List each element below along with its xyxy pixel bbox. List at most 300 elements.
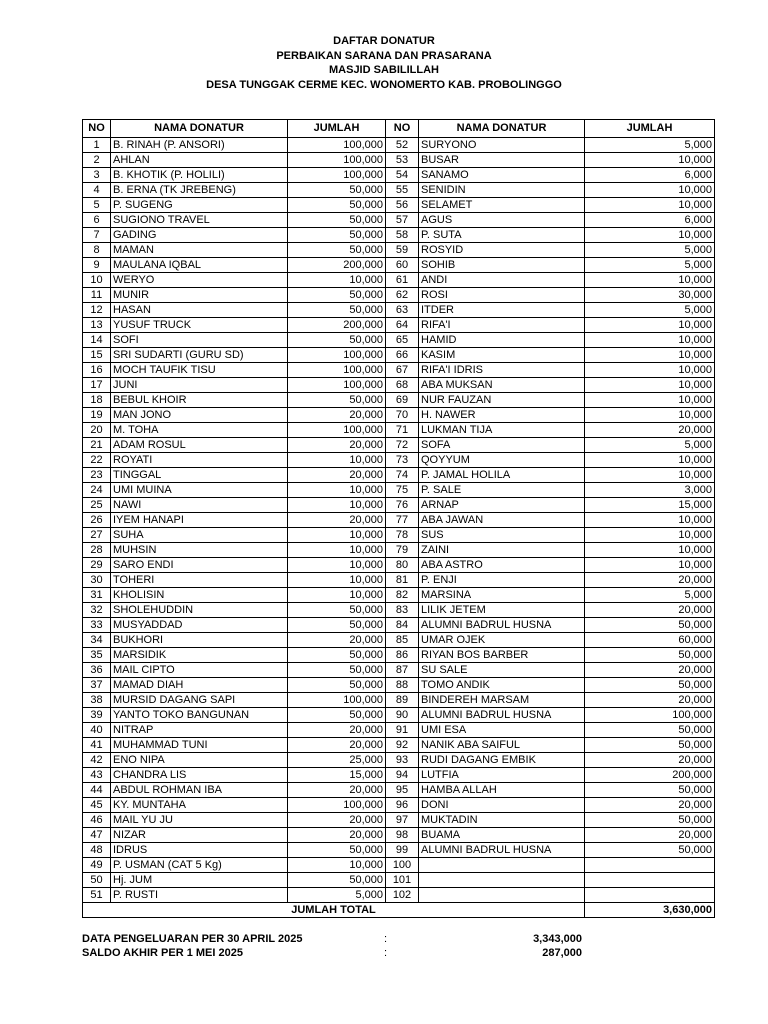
donor-amount: 20,000 [288, 783, 386, 798]
donor-amount: 50,000 [288, 243, 386, 258]
summary-value: 3,343,000 [533, 933, 582, 945]
donor-amount: 50,000 [288, 618, 386, 633]
donor-name: RIFA'I [419, 318, 585, 333]
donor-amount: 200,000 [585, 768, 715, 783]
donor-no: 96 [386, 798, 419, 813]
donor-no: 102 [386, 888, 419, 903]
table-row [83, 153, 715, 168]
table-row [83, 168, 715, 183]
donor-name: P. SALE [419, 483, 585, 498]
donor-name: ADAM ROSUL [111, 438, 288, 453]
donor-amount: 10,000 [288, 453, 386, 468]
donor-amount: 100,000 [585, 708, 715, 723]
donor-name: UMAR OJEK [419, 633, 585, 648]
donor-no: 60 [386, 258, 419, 273]
donor-no: 82 [386, 588, 419, 603]
donor-no: 2 [83, 153, 111, 168]
donor-no: 80 [386, 558, 419, 573]
donor-name: RIFA'I IDRIS [419, 363, 585, 378]
donor-amount: 5,000 [585, 243, 715, 258]
col-amount-right: JUMLAH [585, 120, 715, 138]
donor-amount: 10,000 [585, 318, 715, 333]
donor-no: 48 [83, 843, 111, 858]
donor-no: 55 [386, 183, 419, 198]
donor-no: 78 [386, 528, 419, 543]
donor-name: MAMAD DIAH [111, 678, 288, 693]
table-row [83, 573, 715, 588]
donor-name: HAMBA ALLAH [419, 783, 585, 798]
donor-amount: 20,000 [585, 663, 715, 678]
total-label: JUMLAH TOTAL [83, 903, 585, 918]
donor-amount: 100,000 [288, 348, 386, 363]
donor-name: ZAINI [419, 543, 585, 558]
donor-name: ABA ASTRO [419, 558, 585, 573]
donor-name: M. TOHA [111, 423, 288, 438]
table-row [83, 753, 715, 768]
donor-name: ALUMNI BADRUL HUSNA [419, 708, 585, 723]
donor-amount: 10,000 [585, 558, 715, 573]
donor-name: ITDER [419, 303, 585, 318]
donor-no: 83 [386, 603, 419, 618]
donor-no: 26 [83, 513, 111, 528]
donor-name: ARNAP [419, 498, 585, 513]
donor-amount: 50,000 [288, 198, 386, 213]
table-row [83, 828, 715, 843]
donor-amount: 200,000 [288, 258, 386, 273]
table-row [83, 558, 715, 573]
donor-amount: 50,000 [288, 213, 386, 228]
summary-value: 287,000 [542, 947, 582, 959]
donor-no: 1 [83, 138, 111, 153]
donor-no: 14 [83, 333, 111, 348]
table-row [83, 513, 715, 528]
donor-amount: 20,000 [288, 438, 386, 453]
table-row [83, 378, 715, 393]
donor-no: 12 [83, 303, 111, 318]
donor-amount: 20,000 [288, 723, 386, 738]
table-row [83, 498, 715, 513]
donor-no: 25 [83, 498, 111, 513]
donor-amount: 10,000 [585, 393, 715, 408]
table-row [83, 738, 715, 753]
donor-amount: 25,000 [288, 753, 386, 768]
donor-name: BEBUL KHOIR [111, 393, 288, 408]
table-row [83, 633, 715, 648]
donor-amount: 5,000 [585, 138, 715, 153]
donor-no: 93 [386, 753, 419, 768]
donor-no: 7 [83, 228, 111, 243]
table-row [83, 363, 715, 378]
donor-amount: 50,000 [288, 843, 386, 858]
donor-no: 95 [386, 783, 419, 798]
donor-no: 85 [386, 633, 419, 648]
table-row [83, 708, 715, 723]
donor-no: 73 [386, 453, 419, 468]
donor-no: 28 [83, 543, 111, 558]
donor-no: 10 [83, 273, 111, 288]
donor-no: 81 [386, 573, 419, 588]
table-row [83, 648, 715, 663]
donor-amount: 20,000 [585, 693, 715, 708]
donor-no: 66 [386, 348, 419, 363]
donor-name: BUSAR [419, 153, 585, 168]
col-name-left: NAMA DONATUR [111, 120, 288, 138]
table-row [83, 468, 715, 483]
donor-amount: 10,000 [288, 273, 386, 288]
donor-amount: 10,000 [288, 588, 386, 603]
donor-name: MUHSIN [111, 543, 288, 558]
donor-name: ALUMNI BADRUL HUSNA [419, 843, 585, 858]
donor-amount: 50,000 [288, 678, 386, 693]
donor-no: 58 [386, 228, 419, 243]
total-row [83, 903, 715, 918]
table-row [83, 438, 715, 453]
donor-amount: 50,000 [288, 333, 386, 348]
donor-no: 33 [83, 618, 111, 633]
donor-no: 61 [386, 273, 419, 288]
table-row [83, 393, 715, 408]
donor-amount: 10,000 [585, 363, 715, 378]
donor-amount: 50,000 [288, 648, 386, 663]
donor-amount: 100,000 [288, 378, 386, 393]
donor-no: 50 [83, 873, 111, 888]
table-row [83, 618, 715, 633]
donor-name: SURYONO [419, 138, 585, 153]
donor-amount: 10,000 [288, 543, 386, 558]
donor-name: NIZAR [111, 828, 288, 843]
donor-no: 77 [386, 513, 419, 528]
donor-name: AHLAN [111, 153, 288, 168]
donor-no: 72 [386, 438, 419, 453]
donor-name: KHOLISIN [111, 588, 288, 603]
total-value: 3,630,000 [585, 903, 715, 918]
summary-separator: : [384, 933, 388, 945]
donor-no: 18 [83, 393, 111, 408]
donor-no: 91 [386, 723, 419, 738]
donor-name: ROYATI [111, 453, 288, 468]
donor-amount: 20,000 [585, 753, 715, 768]
table-row [83, 138, 715, 153]
donor-no: 99 [386, 843, 419, 858]
donor-name: SELAMET [419, 198, 585, 213]
donor-name: MAIL CIPTO [111, 663, 288, 678]
donor-amount: 10,000 [585, 183, 715, 198]
donor-no: 20 [83, 423, 111, 438]
donor-name: ANDI [419, 273, 585, 288]
donor-no: 16 [83, 363, 111, 378]
table-row [83, 603, 715, 618]
donor-amount: 10,000 [585, 468, 715, 483]
donor-no: 62 [386, 288, 419, 303]
donor-amount [585, 888, 715, 903]
donor-amount: 50,000 [288, 228, 386, 243]
donor-name [419, 873, 585, 888]
donor-no: 3 [83, 168, 111, 183]
donor-no: 40 [83, 723, 111, 738]
donor-no: 42 [83, 753, 111, 768]
donor-name: LILIK JETEM [419, 603, 585, 618]
donor-no: 51 [83, 888, 111, 903]
donor-amount: 10,000 [585, 228, 715, 243]
donor-name [419, 858, 585, 873]
donor-no: 31 [83, 588, 111, 603]
donor-amount: 200,000 [288, 318, 386, 333]
donor-no: 29 [83, 558, 111, 573]
table-row [83, 453, 715, 468]
donor-amount: 20,000 [288, 813, 386, 828]
donor-no: 59 [386, 243, 419, 258]
table-row [83, 588, 715, 603]
donor-name: P. USMAN (CAT 5 Kg) [111, 858, 288, 873]
donor-no: 67 [386, 363, 419, 378]
table-row [83, 663, 715, 678]
donor-name: SHOLEHUDDIN [111, 603, 288, 618]
donor-name: BINDEREH MARSAM [419, 693, 585, 708]
donor-name: LUKMAN TIJA [419, 423, 585, 438]
donor-amount: 10,000 [585, 348, 715, 363]
summary-label: SALDO AKHIR PER 1 MEI 2025 [82, 947, 243, 959]
donor-amount: 10,000 [585, 408, 715, 423]
donor-amount [585, 873, 715, 888]
donor-name: KY. MUNTAHA [111, 798, 288, 813]
donor-no: 65 [386, 333, 419, 348]
donor-amount: 50,000 [288, 393, 386, 408]
table-row [83, 813, 715, 828]
donor-no: 9 [83, 258, 111, 273]
table-row [83, 303, 715, 318]
donor-name: ABDUL ROHMAN IBA [111, 783, 288, 798]
donor-amount: 50,000 [288, 873, 386, 888]
donor-amount: 20,000 [288, 408, 386, 423]
donor-name: ALUMNI BADRUL HUSNA [419, 618, 585, 633]
donor-name: RIYAN BOS BARBER [419, 648, 585, 663]
donor-no: 43 [83, 768, 111, 783]
donor-amount: 50,000 [288, 663, 386, 678]
donor-name: BUKHORI [111, 633, 288, 648]
table-row [83, 693, 715, 708]
donor-name: MAIL YU JU [111, 813, 288, 828]
donor-amount: 15,000 [585, 498, 715, 513]
donor-no: 75 [386, 483, 419, 498]
donor-amount: 20,000 [585, 423, 715, 438]
donor-name: WERYO [111, 273, 288, 288]
donor-name: ROSI [419, 288, 585, 303]
donor-name: CHANDRA LIS [111, 768, 288, 783]
donor-no: 6 [83, 213, 111, 228]
donor-no: 13 [83, 318, 111, 333]
donor-amount: 50,000 [585, 843, 715, 858]
donor-amount: 100,000 [288, 168, 386, 183]
donor-no: 23 [83, 468, 111, 483]
table-row [83, 198, 715, 213]
donor-name: MUHAMMAD TUNI [111, 738, 288, 753]
donor-amount: 6,000 [585, 168, 715, 183]
table-row [83, 243, 715, 258]
donor-no: 92 [386, 738, 419, 753]
table-row [83, 678, 715, 693]
table-row [83, 288, 715, 303]
donor-amount: 5,000 [585, 303, 715, 318]
donor-amount: 50,000 [585, 813, 715, 828]
donor-amount: 50,000 [585, 723, 715, 738]
donor-amount: 20,000 [585, 603, 715, 618]
donor-no: 69 [386, 393, 419, 408]
donor-amount: 50,000 [585, 783, 715, 798]
donor-amount: 20,000 [288, 513, 386, 528]
donor-no: 21 [83, 438, 111, 453]
donor-no: 49 [83, 858, 111, 873]
donor-amount: 60,000 [585, 633, 715, 648]
donor-name: SANAMO [419, 168, 585, 183]
donor-amount: 20,000 [585, 798, 715, 813]
donor-no: 11 [83, 288, 111, 303]
donor-name: JUNI [111, 378, 288, 393]
donor-name: HASAN [111, 303, 288, 318]
donor-no: 54 [386, 168, 419, 183]
donor-amount: 20,000 [288, 633, 386, 648]
donor-name: ABA JAWAN [419, 513, 585, 528]
donor-no: 17 [83, 378, 111, 393]
summary-label: DATA PENGELUARAN PER 30 APRIL 2025 [82, 933, 303, 945]
summary-separator: : [384, 947, 388, 959]
table-row [83, 348, 715, 363]
donor-no: 100 [386, 858, 419, 873]
donor-no: 5 [83, 198, 111, 213]
donor-amount: 50,000 [585, 738, 715, 753]
table-row [83, 183, 715, 198]
donor-name: NITRAP [111, 723, 288, 738]
donor-no: 41 [83, 738, 111, 753]
donor-name: TOMO ANDIK [419, 678, 585, 693]
donor-name: HAMID [419, 333, 585, 348]
donor-name: SUGIONO TRAVEL [111, 213, 288, 228]
donor-amount: 10,000 [288, 498, 386, 513]
donor-name: MUNIR [111, 288, 288, 303]
donor-amount: 15,000 [288, 768, 386, 783]
table-row [83, 258, 715, 273]
table-row [83, 843, 715, 858]
donor-name: H. NAWER [419, 408, 585, 423]
donor-no: 44 [83, 783, 111, 798]
donor-name: TINGGAL [111, 468, 288, 483]
donor-name: P. JAMAL HOLILA [419, 468, 585, 483]
donor-no: 52 [386, 138, 419, 153]
table-row [83, 273, 715, 288]
donor-amount: 100,000 [288, 423, 386, 438]
table-row [83, 888, 715, 903]
donor-no: 57 [386, 213, 419, 228]
donor-name: MARSIDIK [111, 648, 288, 663]
donor-amount: 20,000 [288, 828, 386, 843]
donor-name: MURSID DAGANG SAPI [111, 693, 288, 708]
donor-amount: 100,000 [288, 798, 386, 813]
table-row [83, 873, 715, 888]
donor-amount: 50,000 [288, 288, 386, 303]
donor-amount: 50,000 [288, 603, 386, 618]
donor-no: 89 [386, 693, 419, 708]
donor-amount: 10,000 [585, 543, 715, 558]
header-mosque-name: MASJID SABILILLAH [329, 64, 439, 76]
table-row [83, 543, 715, 558]
donor-name: MAN JONO [111, 408, 288, 423]
donor-amount: 20,000 [288, 468, 386, 483]
donor-name: RUDI DAGANG EMBIK [419, 753, 585, 768]
table-row [83, 528, 715, 543]
donor-no: 45 [83, 798, 111, 813]
donor-name: SU SALE [419, 663, 585, 678]
table-row [83, 483, 715, 498]
donor-name: P. SUGENG [111, 198, 288, 213]
donor-no: 70 [386, 408, 419, 423]
donor-no: 19 [83, 408, 111, 423]
donor-name: AGUS [419, 213, 585, 228]
donor-no: 68 [386, 378, 419, 393]
donor-name: SUHA [111, 528, 288, 543]
col-amount-left: JUMLAH [288, 120, 386, 138]
donor-name: P. ENJI [419, 573, 585, 588]
donor-no: 90 [386, 708, 419, 723]
donor-no: 22 [83, 453, 111, 468]
donor-name: UMI ESA [419, 723, 585, 738]
donor-amount: 5,000 [585, 438, 715, 453]
donor-no: 32 [83, 603, 111, 618]
header-location: DESA TUNGGAK CERME KEC. WONOMERTO KAB. PROBOLINGGO [206, 78, 562, 91]
donor-amount: 10,000 [585, 198, 715, 213]
donor-amount: 10,000 [288, 528, 386, 543]
table-row [83, 408, 715, 423]
donor-name: MARSINA [419, 588, 585, 603]
donor-name: DONI [419, 798, 585, 813]
col-no-left: NO [83, 120, 111, 138]
donor-name: ROSYID [419, 243, 585, 258]
table-header-row [83, 120, 715, 138]
donor-no: 98 [386, 828, 419, 843]
donor-name: YUSUF TRUCK [111, 318, 288, 333]
donor-no: 56 [386, 198, 419, 213]
donor-amount: 10,000 [585, 528, 715, 543]
donor-name: NAWI [111, 498, 288, 513]
donor-no: 8 [83, 243, 111, 258]
donor-amount: 10,000 [585, 513, 715, 528]
col-no-right: NO [386, 120, 419, 138]
donor-no: 74 [386, 468, 419, 483]
donor-no: 94 [386, 768, 419, 783]
donor-no: 84 [386, 618, 419, 633]
donor-no: 101 [386, 873, 419, 888]
donor-table-body [83, 138, 715, 903]
donor-no: 46 [83, 813, 111, 828]
table-row [83, 333, 715, 348]
donor-name: ABA MUKSAN [419, 378, 585, 393]
table-row [83, 318, 715, 333]
donor-no: 88 [386, 678, 419, 693]
donor-name: LUTFIA [419, 768, 585, 783]
donor-amount: 5,000 [585, 588, 715, 603]
donor-amount: 20,000 [288, 738, 386, 753]
donor-name: SARO ENDI [111, 558, 288, 573]
donor-no: 27 [83, 528, 111, 543]
donor-name: YANTO TOKO BANGUNAN [111, 708, 288, 723]
donor-name: IDRUS [111, 843, 288, 858]
donor-amount: 50,000 [585, 618, 715, 633]
donor-no: 79 [386, 543, 419, 558]
donor-no: 97 [386, 813, 419, 828]
donor-no: 76 [386, 498, 419, 513]
donor-name: UMI MUINA [111, 483, 288, 498]
donor-no: 64 [386, 318, 419, 333]
donor-name: MOCH TAUFIK TISU [111, 363, 288, 378]
donor-name: SUS [419, 528, 585, 543]
